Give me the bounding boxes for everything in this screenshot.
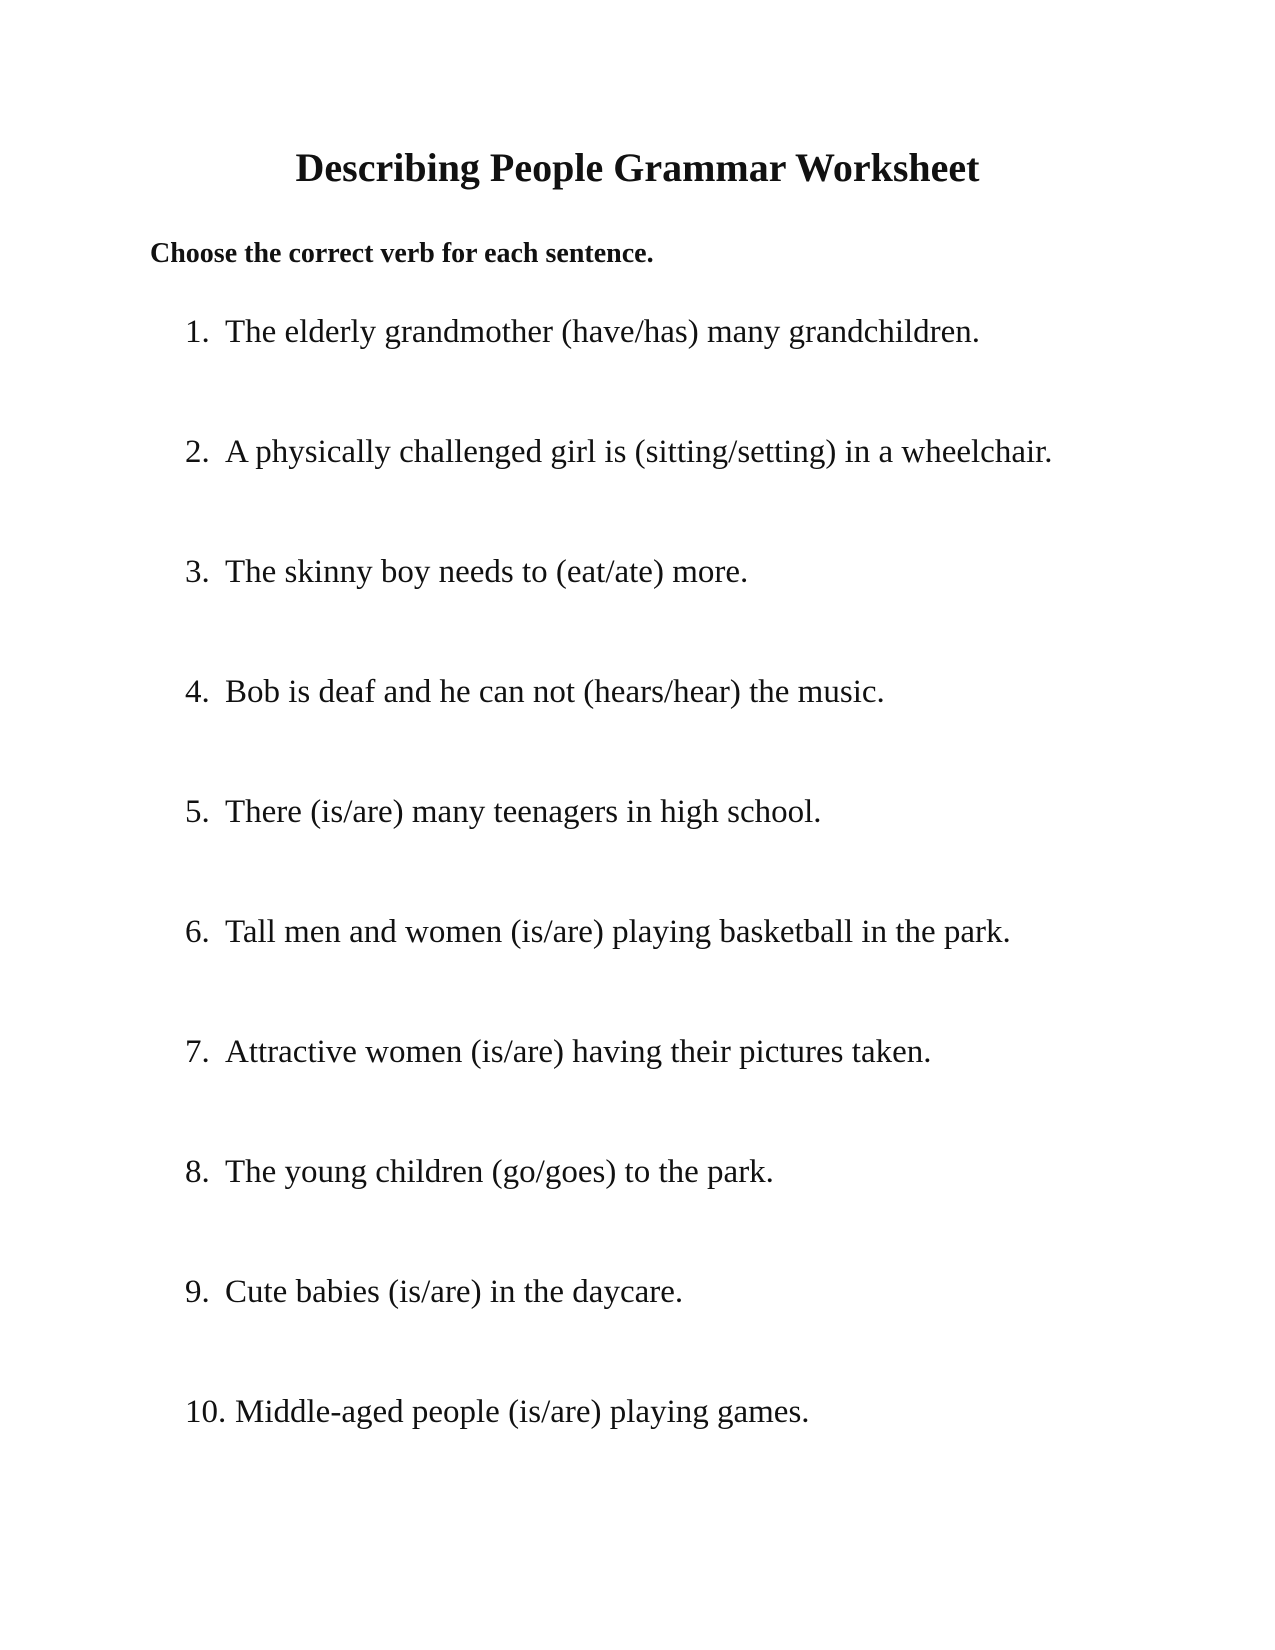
question-number: 2.: [185, 434, 210, 470]
question-text: The skinny boy needs to (eat/ate) more.: [225, 554, 749, 590]
question-item: [0, 1150, 1275, 1194]
question-item: [0, 310, 1275, 354]
question-text: A physically challenged girl is (sitting/setting) in a wheelchair.: [225, 434, 1053, 470]
question-number: 1.: [185, 314, 210, 350]
page-title: Describing People Grammar Worksheet: [295, 145, 980, 190]
question-text: The young children (go/goes) to the park.: [225, 1154, 774, 1190]
question-text: There (is/are) many teenagers in high school.: [225, 794, 822, 830]
question-text: Middle-aged people (is/are) playing games.: [235, 1394, 810, 1430]
question-number: 9.: [185, 1274, 210, 1310]
instructions: Choose the correct verb for each sentence.: [150, 238, 654, 269]
question-item: [0, 430, 1275, 474]
question-text: Tall men and women (is/are) playing basketball in the park.: [225, 914, 1011, 950]
question-number: 4.: [185, 674, 210, 710]
question-text: Attractive women (is/are) having their pictures taken.: [225, 1034, 932, 1070]
question-item: [0, 550, 1275, 594]
question-item: [0, 1270, 1275, 1314]
question-number: 7.: [185, 1034, 210, 1070]
question-text: The elderly grandmother (have/has) many grandchildren.: [225, 314, 981, 350]
question-text: Bob is deaf and he can not (hears/hear) the music.: [225, 674, 885, 710]
question-number: 10.: [185, 1394, 227, 1430]
question-item: [0, 670, 1275, 714]
question-number: 8.: [185, 1154, 210, 1190]
question-number: 5.: [185, 794, 210, 830]
question-item: [0, 1030, 1275, 1074]
question-number: 3.: [185, 554, 210, 590]
question-item: [0, 1390, 1275, 1434]
question-item: [0, 790, 1275, 834]
question-text: Cute babies (is/are) in the daycare.: [225, 1274, 684, 1310]
question-item: [0, 910, 1275, 954]
question-number: 6.: [185, 914, 210, 950]
